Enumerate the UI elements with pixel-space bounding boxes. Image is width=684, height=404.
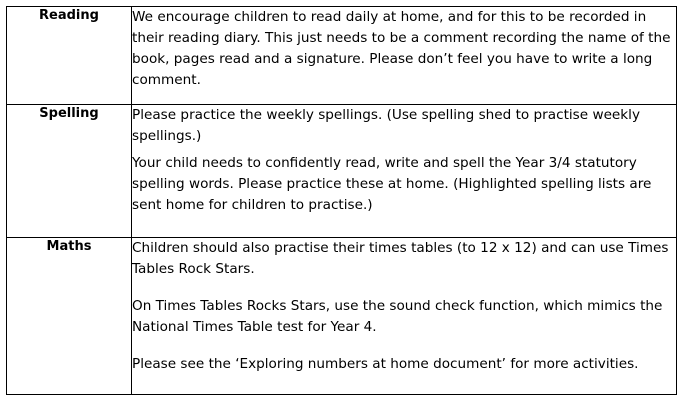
table-row-maths <box>7 238 677 395</box>
spelling-description-cell <box>132 105 677 238</box>
spelling-paragraph-1: Please practice the weekly spellings. (Use spelling shed to practise weekly spellings.) <box>132 107 640 144</box>
subject-label-reading: Reading <box>7 7 132 105</box>
maths-paragraph-1: Children should also practise their times tables (to 12 x 12) and can use Times Tables Rock Stars. <box>132 240 669 277</box>
homework-table <box>6 6 677 395</box>
maths-paragraph-2: On Times Tables Rocks Stars, use the sound check function, which mimics the National Times Table test for Year 4. <box>132 298 663 335</box>
table-row-reading <box>7 7 677 105</box>
reading-description-cell <box>132 7 677 105</box>
subject-label-maths: Maths <box>7 238 132 395</box>
spelling-paragraph-2: Your child needs to confidently read, write and spell the Year 3/4 statutory spelling words. Please practice these at home. (Highlighted spelling lists are sent home for children to practise.) <box>132 155 652 213</box>
maths-paragraph-3: Please see the ‘Exploring numbers at home document’ for more activities. <box>132 356 639 372</box>
table-row-spelling <box>7 105 677 238</box>
maths-description-cell <box>132 238 677 395</box>
reading-paragraph-1: We encourage children to read daily at home, and for this to be recorded in their reading diary. This just needs to be a comment recording the name of the book, pages read and a signature. Please don’t feel you have to write a long comment. <box>132 9 671 88</box>
subject-label-spelling: Spelling <box>7 105 132 238</box>
